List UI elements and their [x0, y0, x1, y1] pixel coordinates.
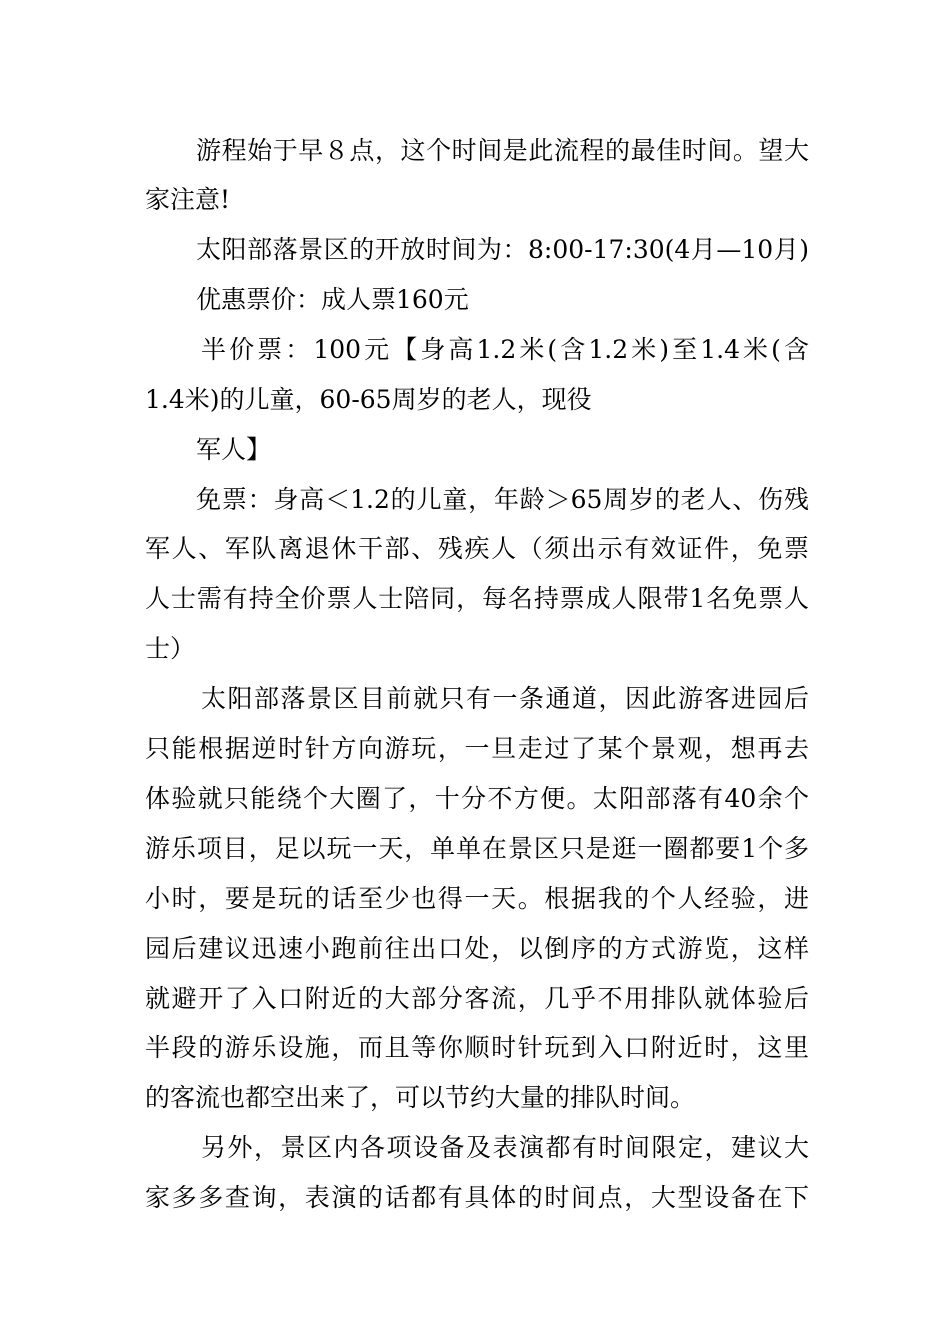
text-line: 太阳部落景区的开放时间为：8:00-17:30(4月—10月) [196, 235, 809, 264]
text-line: 免票：身高＜1.2的儿童，年龄＞65周岁的老人、伤残 [196, 485, 809, 514]
text-line: 游乐项目，足以玩一天，单单在景区只是逛一圈都要1个多 [145, 834, 809, 863]
text-line: 人士需有持全价票人士陪同，每名持票成人限带1名免票人 [145, 584, 809, 613]
text-line: 另外，景区内各项设备及表演都有时间限定，建议大 [201, 1133, 809, 1162]
text-line: 军人、军队离退休干部、残疾人（须出示有效证件，免票 [145, 534, 809, 563]
text-line: 只能根据逆时针方向游玩，一旦走过了某个景观，想再去 [145, 734, 809, 763]
text-line: 优惠票价：成人票160元 [196, 285, 469, 314]
text-line: 半价票：100元【身高1.2米(含1.2米)至1.4米(含 [201, 335, 809, 364]
text-line: 家多多查询，表演的话都有具体的时间点，大型设备在下 [145, 1183, 809, 1212]
text-line: 的客流也都空出来了，可以节约大量的排队时间。 [145, 1083, 696, 1112]
text-line: 园后建议迅速小跑前往出口处，以倒序的方式游览，这样 [145, 934, 809, 963]
text-line: 家注意! [145, 185, 231, 214]
text-line: 体验就只能绕个大圈了，十分不方便。太阳部落有40余个 [145, 784, 809, 813]
text-line: 军人】 [196, 435, 272, 464]
text-line: 游程始于早８点，这个时间是此流程的最佳时间。望大 [196, 136, 809, 165]
text-line: 半段的游乐设施，而且等你顺时针玩到入口附近时，这里 [145, 1033, 809, 1062]
text-line: 小时，要是玩的话至少也得一天。根据我的个人经验，进 [145, 884, 809, 913]
text-line: 太阳部落景区目前就只有一条通道，因此游客进园后 [201, 684, 809, 713]
text-line: 就避开了入口附近的大部分客流，几乎不用排队就体验后 [145, 984, 809, 1013]
text-line: 士） [145, 634, 196, 663]
text-line: 1.4米)的儿童，60-65周岁的老人，现役 [145, 385, 592, 414]
